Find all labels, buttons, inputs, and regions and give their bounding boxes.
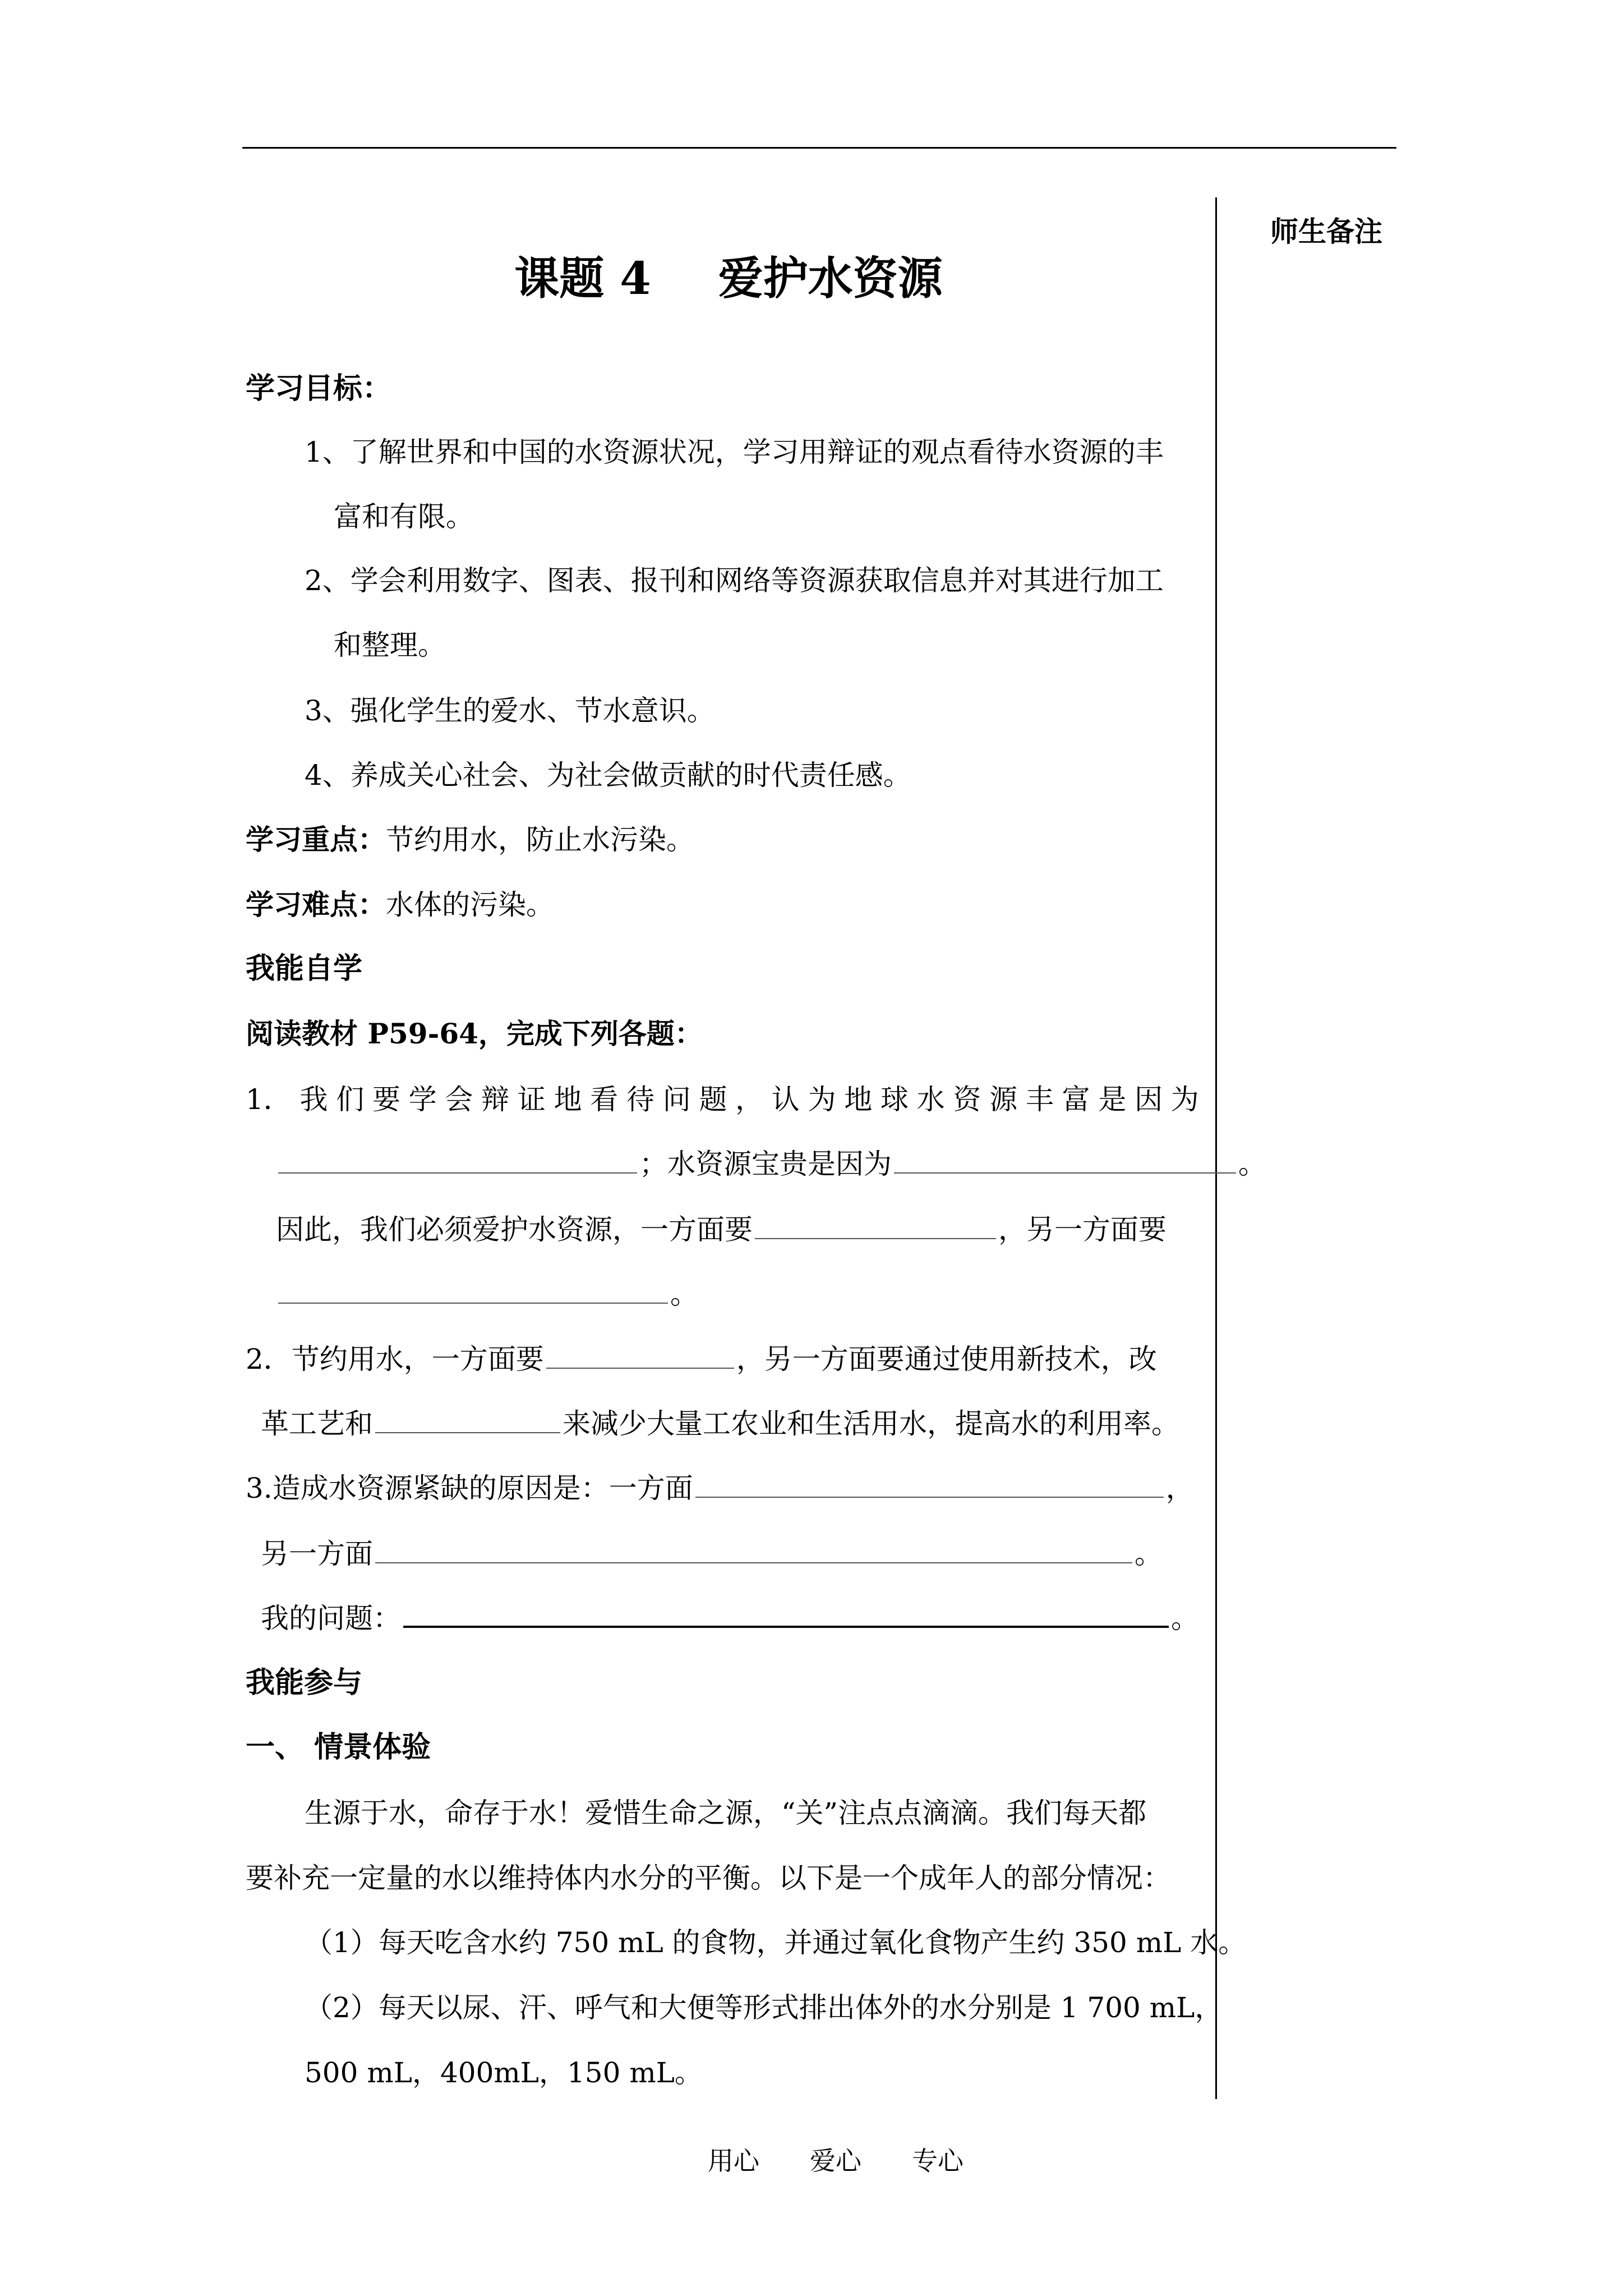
difficult-point-text: 水体的污染。	[386, 889, 554, 921]
objective-3: 3、强化学生的爱水、节水意识。	[305, 694, 715, 727]
punctuation: 。	[1238, 1148, 1266, 1180]
question-1-char: 是	[1098, 1083, 1127, 1116]
question-1-char: 看	[590, 1083, 619, 1116]
self-study-instruction: 阅读教材 P59-64，完成下列各题：	[246, 1017, 703, 1050]
question-1-char: 球	[880, 1083, 909, 1116]
my-question-blank[interactable]	[403, 1599, 1169, 1628]
question-1-char: 因	[1135, 1083, 1163, 1116]
question-1-char: 我	[299, 1083, 328, 1116]
answer-blank[interactable]	[278, 1145, 637, 1174]
question-1-text: ，另一方面要	[998, 1213, 1166, 1246]
question-1-char: 学	[408, 1083, 437, 1116]
question-1-line4	[276, 1274, 698, 1314]
question-1-char: 题	[699, 1083, 727, 1116]
question-1-char: 要	[372, 1083, 400, 1116]
question-1-char: 地	[554, 1083, 582, 1116]
question-2-text: ，另一方面要通过使用新技术，改	[736, 1343, 1157, 1375]
footer-word: 爱心	[810, 2146, 861, 2176]
answer-blank[interactable]	[278, 1276, 668, 1304]
question-2-text: 来减少大量工农业和生活用水，提高水的利用率。	[562, 1407, 1179, 1440]
footer-word: 专心	[912, 2146, 963, 2176]
question-3-text: 另一方面	[261, 1538, 373, 1570]
difficult-point-label: 学习难点：	[246, 888, 386, 921]
key-point-text: 节约用水，防止水污染。	[386, 823, 694, 856]
footer-word: 用心	[708, 2146, 759, 2176]
my-question-label: 我的问题：	[261, 1602, 401, 1635]
question-1-text: 因此，我们必须爱护水资源，一方面要	[276, 1213, 753, 1246]
question-2-text: 革工艺和	[261, 1407, 373, 1440]
question-1-char: 们	[336, 1083, 365, 1116]
question-1-line2	[276, 1144, 1266, 1184]
punctuation: 。	[670, 1278, 698, 1310]
question-1-line1	[246, 1080, 1199, 1119]
scenario-item-2-line2: 500 mL，400mL，150 mL。	[305, 2056, 703, 2089]
question-3-line2	[261, 1534, 1163, 1573]
answer-blank[interactable]	[755, 1211, 996, 1239]
side-note-heading: 师生备注	[1270, 215, 1382, 248]
page-footer	[708, 2144, 963, 2178]
question-1-char: 地	[844, 1083, 873, 1116]
scenario-paragraph-line1: 生源于水，命存于水！爱惜生命之源，“关”注点点滴滴。我们每天都	[305, 1797, 1147, 1829]
header-rule	[242, 147, 1396, 149]
answer-blank[interactable]	[546, 1341, 734, 1369]
question-1-line3	[276, 1210, 1166, 1249]
question-1-text: ；水资源宝贵是因为	[639, 1148, 892, 1180]
objective-1-line1: 1、了解世界和中国的水资源状况，学习用辩证的观点看待水资源的丰	[305, 436, 1164, 468]
question-1-char: 会	[445, 1083, 473, 1116]
scenario-item-2-line1: （2）每天以尿、汗、呼气和大便等形式排出体外的水分别是 1 700 mL，	[305, 1991, 1223, 2024]
question-1-char: 辩	[481, 1083, 510, 1116]
my-question	[261, 1599, 1199, 1638]
question-1-char: 源	[989, 1083, 1018, 1116]
participate-heading: 我能参与	[246, 1665, 363, 1700]
title-lesson-number: 课题 4	[514, 252, 651, 305]
question-1-char: 待	[626, 1083, 654, 1116]
question-1-char: 丰	[1025, 1083, 1054, 1116]
answer-blank[interactable]	[375, 1535, 1132, 1563]
page-title	[241, 250, 1216, 306]
punctuation: ，	[1165, 1472, 1194, 1504]
answer-blank[interactable]	[894, 1145, 1236, 1174]
title-topic: 爱护水资源	[718, 252, 943, 305]
scenario-paragraph-line2: 要补充一定量的水以维持体内水分的平衡。以下是一个成年人的部分情况：	[246, 1862, 1171, 1894]
question-2-text: 2．节约用水，一方面要	[246, 1343, 544, 1375]
scenario-item-1: （1）每天吃含水约 750 mL 的食物，并通过氧化食物产生约 350 mL 水。	[305, 1926, 1247, 1959]
punctuation: 。	[1135, 1538, 1163, 1570]
answer-blank[interactable]	[695, 1470, 1164, 1498]
question-1-char: 水	[916, 1083, 945, 1116]
question-1-char: 富	[1062, 1083, 1090, 1116]
self-study-heading: 我能自学	[246, 951, 363, 986]
question-1-char: 1．	[246, 1083, 292, 1116]
question-1-char: 证	[517, 1083, 546, 1116]
question-2-line1	[246, 1340, 1157, 1379]
question-1-char: 为	[808, 1083, 836, 1116]
punctuation: 。	[1171, 1602, 1199, 1635]
question-3-line1	[246, 1469, 1194, 1508]
question-1-char: 资	[953, 1083, 981, 1116]
objective-2-line1: 2、学会利用数字、图表、报刊和网络等资源获取信息并对其进行加工	[305, 564, 1164, 597]
objectives-heading: 学习目标：	[246, 371, 392, 406]
question-2-line2	[261, 1404, 1179, 1443]
question-1-char: ，	[735, 1083, 764, 1116]
objective-2-line2: 和整理。	[334, 629, 446, 661]
key-point-label: 学习重点：	[246, 823, 386, 856]
key-point	[246, 820, 694, 859]
section-scenario-heading: 一、 情景体验	[246, 1730, 431, 1764]
question-1-char: 为	[1170, 1083, 1199, 1116]
question-1-char: 认	[771, 1083, 800, 1116]
objective-1-line2: 富和有限。	[334, 500, 474, 533]
difficult-point	[246, 885, 554, 924]
objective-4: 4、养成关心社会、为社会做贡献的时代责任感。	[305, 759, 911, 792]
question-3-text: 3.造成水资源紧缺的原因是：一方面	[246, 1472, 693, 1504]
question-1-char: 问	[662, 1083, 691, 1116]
answer-blank[interactable]	[375, 1405, 560, 1433]
